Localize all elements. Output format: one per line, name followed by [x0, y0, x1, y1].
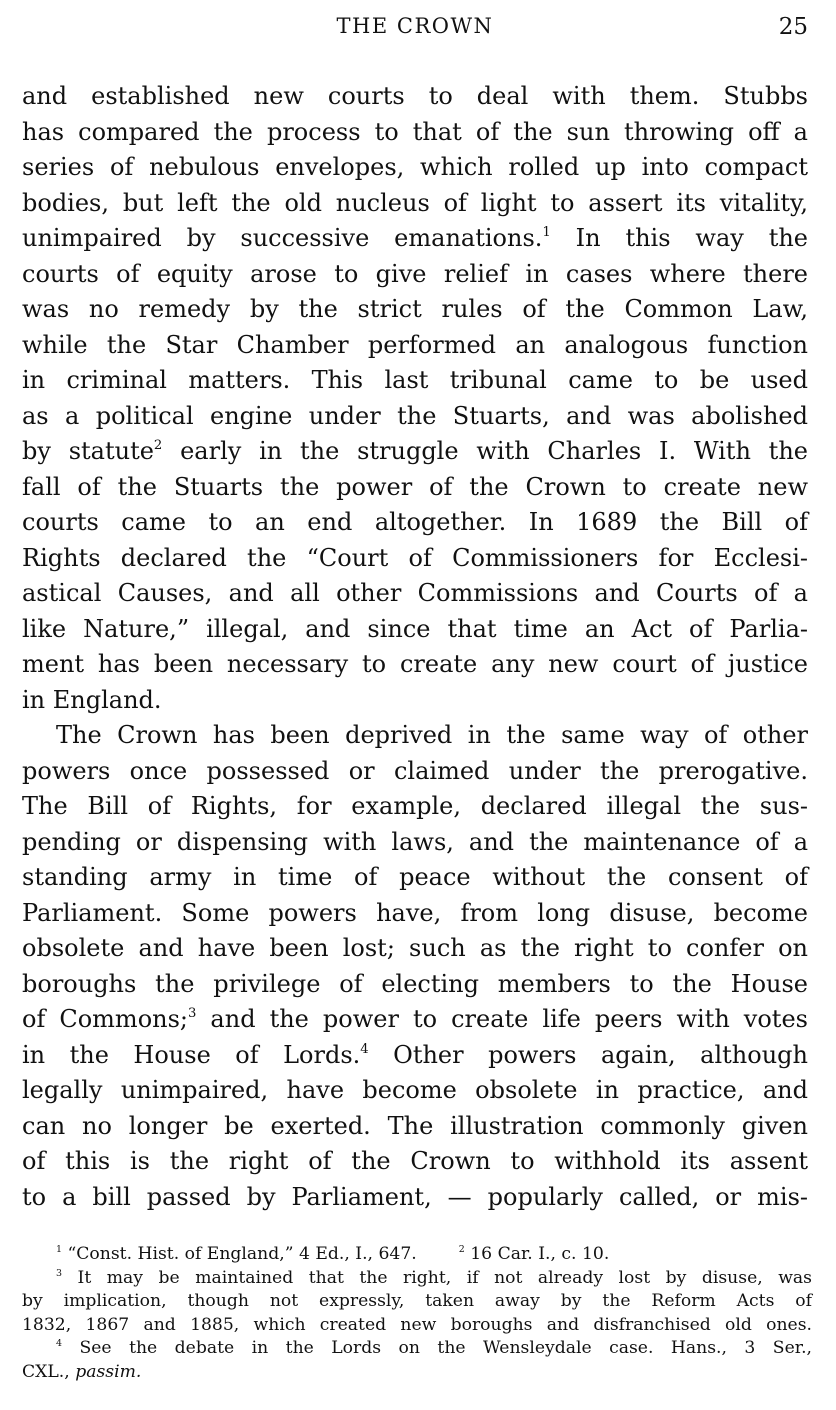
footnote-3-text: It may be maintained that the right, if not already lost by disuse, was — [77, 1267, 812, 1288]
text-segment: Other powers again, although — [393, 1040, 808, 1069]
text-line — [22, 434, 808, 470]
footnote-4-line — [22, 1337, 812, 1361]
footnote-line-1-2 — [22, 1243, 812, 1267]
footnote-ref-3: 3 — [188, 1006, 197, 1022]
footnote-2-text: 16 Car. I., c. 10. — [470, 1244, 610, 1264]
page-header — [22, 14, 808, 44]
text-line: of this is the right of the Crown to withhold its assent — [22, 1147, 808, 1175]
text-line: astical Causes, and all other Commissions and Courts of a — [22, 579, 808, 607]
text-line: in England. — [22, 685, 162, 714]
text-line: in criminal matters. This last tribunal came to be used — [22, 366, 808, 394]
footnote-3-line: 1832, 1867 and 1885, which created new boroughs and disfranchised old ones. — [22, 1314, 812, 1335]
text-line: boroughs the privilege of electing members to the House — [22, 969, 808, 998]
running-head: THE CROWN — [336, 14, 494, 38]
text-line: bodies, but left the old nucleus of light to assert its vitality, — [22, 188, 808, 217]
text-line: fall of the Stuarts the power of the Crown to create new — [22, 472, 808, 501]
text-line: can no longer be exerted. The illustration commonly given — [22, 1111, 808, 1140]
body-text — [22, 79, 808, 1215]
text-line: while the Star Chamber performed an analogous function — [22, 330, 808, 359]
text-line: pending or dispensing with laws, and the maintenance of a — [22, 827, 808, 856]
footnote-4-text: See the debate in the Lords on the Wensleydale case. Hans., 3 Ser., — [79, 1338, 812, 1358]
text-line: legally unimpaired, have become obsolete in practice, and — [22, 1076, 808, 1104]
text-line: courts of equity arose to give relief in cases where there — [22, 259, 808, 288]
text-line — [22, 1038, 808, 1074]
footnote-ref-2: 2 — [153, 438, 163, 454]
footnotes — [22, 1243, 812, 1384]
text-line — [22, 1002, 808, 1038]
footnote-3-line — [22, 1267, 812, 1291]
text-line: Parliament. Some powers have, from long disuse, become — [22, 898, 808, 927]
footnote-4-italic: passim. — [75, 1361, 142, 1382]
footnote-ref-4: 4 — [360, 1041, 369, 1057]
text-segment: of Commons; — [22, 1005, 188, 1033]
text-line: has compared the process to that of the sun throwing off a — [22, 117, 808, 146]
text-line: series of nebulous envelopes, which rolled up into compact — [22, 153, 808, 181]
text-line: ment has been necessary to create any new court of justice — [22, 650, 808, 678]
footnote-mark-2: 2 — [458, 1243, 465, 1255]
text-segment: In this way the — [575, 224, 808, 252]
text-line: The Bill of Rights, for example, declared illegal the sus- — [22, 792, 808, 820]
text-segment: early in the struggle with Charles I. With the — [180, 437, 808, 465]
text-line: standing army in time of peace without the consent of — [22, 863, 808, 891]
text-line: was no remedy by the strict rules of the Common Law, — [22, 295, 808, 323]
text-line: like Nature,” illegal, and since that time an Act of Parlia- — [22, 614, 808, 643]
text-segment: unimpaired by successive emanations. — [22, 224, 543, 252]
text-segment: in the House of Lords. — [22, 1040, 361, 1069]
text-segment: by statute — [22, 437, 154, 465]
footnote-3-line: by implication, though not expressly, taken away by the Reform Acts of — [22, 1291, 812, 1311]
footnote-4-line — [22, 1361, 812, 1385]
footnote-1-text: “Const. Hist. of England,” 4 Ed., I., 647. — [67, 1244, 417, 1264]
text-line: and established new courts to deal with them. Stubbs — [22, 82, 808, 110]
footnote-mark-3: 3 — [56, 1267, 63, 1279]
text-line: to a bill passed by Parliament, — popularly called, or mis- — [22, 1182, 808, 1211]
text-line — [22, 221, 808, 257]
text-line: obsolete and have been lost; such as the right to confer on — [22, 934, 808, 962]
footnote-2 — [459, 1243, 610, 1267]
page-number: 25 — [778, 14, 808, 40]
footnote-ref-1: 1 — [542, 225, 551, 241]
footnote-mark-4: 4 — [56, 1337, 63, 1349]
text-line: as a political engine under the Stuarts, and was abolished — [22, 401, 808, 430]
footnote-mark-1: 1 — [56, 1243, 63, 1255]
text-line: courts came to an end altogether. In 1689 the Bill of — [22, 508, 808, 536]
footnote-4-text: CXL., — [22, 1361, 70, 1382]
text-segment: and the power to create life peers with votes — [210, 1005, 808, 1033]
text-line: powers once possessed or claimed under the prerogative. — [22, 756, 808, 785]
paragraph-start-line: The Crown has been deprived in the same way of other — [56, 721, 808, 749]
text-line: Rights declared the “Court of Commissioners for Ecclesi- — [22, 543, 808, 572]
